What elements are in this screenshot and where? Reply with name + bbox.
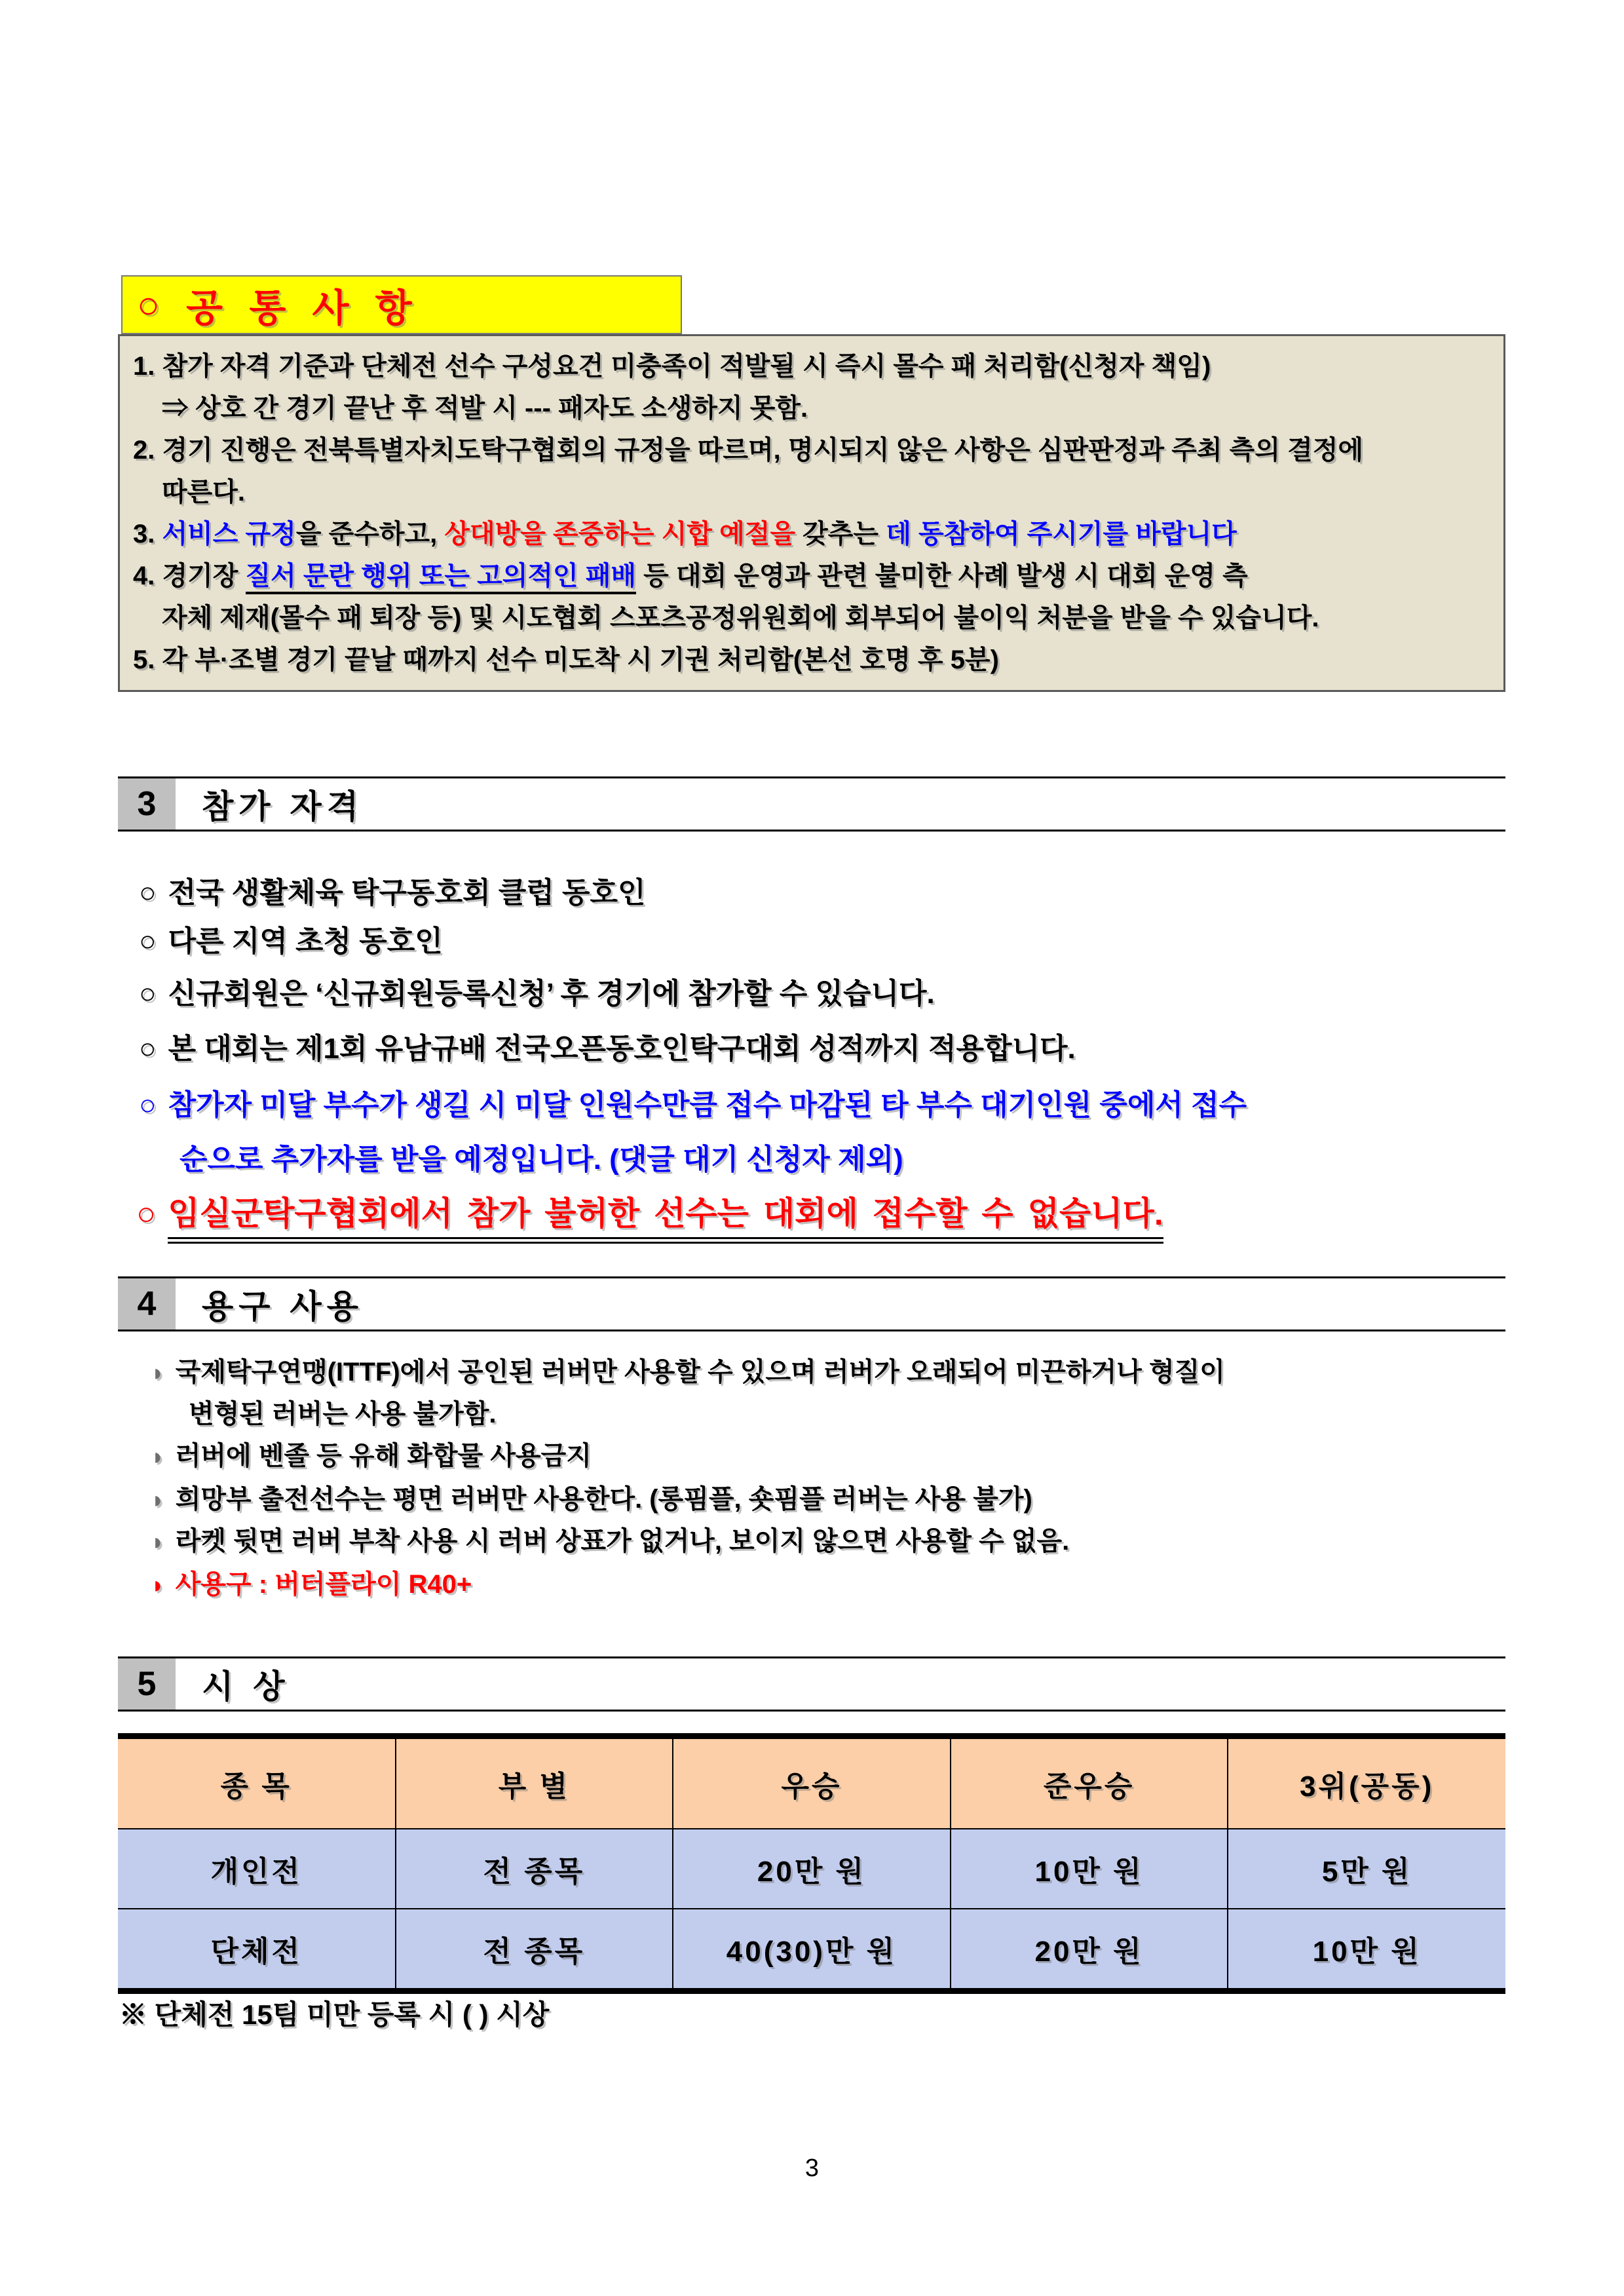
circle-bullet-icon: ○ — [139, 1089, 157, 1121]
qualification-item — [139, 869, 646, 911]
rule-item-2-line2: 따른다. — [162, 478, 246, 507]
half-circle-bullet-icon: ◗ — [151, 1571, 165, 1598]
table-cell: 전 종목 — [396, 1829, 673, 1909]
qualification-item-text: 참가자 미달 부수가 생길 시 미달 인원수만큼 접수 마감된 타 부수 대기인원 중에서 접수 — [168, 1089, 1247, 1121]
equipment-item-text: 국제탁구연맹(ITTF)에서 공인된 러버만 사용할 수 있으며 러버가 오래되어 미끈하거나 형질이 — [175, 1358, 1225, 1387]
section-title-awards: 시 상 — [202, 1668, 290, 1705]
table-header-event: 종 목 — [118, 1736, 396, 1829]
circle-bullet-icon: ○ — [139, 877, 157, 909]
common-matters-title: 공 통 사 항 — [186, 287, 420, 330]
section-number-4: 4 — [118, 1278, 176, 1330]
circle-bullet-icon: ○ — [139, 978, 157, 1010]
rule-item-3-etiquette: 상대방을 존중하는 시합 예절을 — [444, 520, 796, 548]
common-rules-box — [118, 334, 1505, 692]
table-cell: 10만 원 — [1228, 1909, 1505, 1991]
page-number: 3 — [804, 2154, 820, 2182]
rule-item-4-line1 — [133, 555, 1490, 597]
table-header-winner: 우승 — [673, 1736, 951, 1829]
qualification-item — [139, 917, 443, 959]
rule-item-1: 1. 참가 자격 기준과 단체전 선수 구성요건 미충족이 적발될 시 즉시 몰수 패 처리함(신청자 책임) — [133, 352, 1211, 381]
qualification-item-text: 임실군탁구협회에서 참가 불허한 선수는 대회에 접수할 수 없습니다. — [168, 1195, 1163, 1244]
section-title-participation: 참가 자격 — [202, 788, 364, 825]
table-cell: 전 종목 — [396, 1909, 673, 1991]
table-cell: 20만 원 — [673, 1829, 951, 1909]
rule-item-3-service-rule: 서비스 규정 — [162, 520, 296, 548]
qualification-item-text: 전국 생활체육 탁구동호회 클럽 동호인 — [168, 877, 646, 909]
table-header-third: 3위(공동) — [1228, 1736, 1505, 1829]
qualification-item-text: 신규회원은 ‘신규회원등록신청’ 후 경기에 참가할 수 있습니다. — [168, 978, 935, 1010]
rule-item-4-number: 4. 경기장 — [133, 562, 246, 590]
table-cell: 10만 원 — [951, 1829, 1228, 1909]
qualification-item — [139, 1025, 1076, 1067]
section-title-equipment: 용구 사용 — [202, 1288, 364, 1325]
rule-item-2-line1: 2. 경기 진행은 전북특별자치도탁구협회의 규정을 따르며, 명시되지 않은 사항은 심판판정과 주최 측의 결정에 — [133, 436, 1363, 465]
half-circle-bullet-icon: ◗ — [151, 1528, 165, 1555]
rule-item-1-sub: ⇒ 상호 간 경기 끝난 후 적발 시 --- 패자도 소생하지 못함. — [162, 394, 808, 423]
circle-bullet-icon: ○ — [137, 283, 168, 326]
section-header-equipment — [118, 1276, 1505, 1331]
circle-bullet-icon: ○ — [136, 1195, 157, 1232]
equipment-item-text: 사용구 : 버터플라이 R40+ — [175, 1570, 472, 1599]
table-cell: 5만 원 — [1228, 1829, 1505, 1909]
rule-item-3-number: 3. — [133, 520, 162, 548]
equipment-item-text: 희망부 출전선수는 평면 러버만 사용한다. (롱핌플, 숏핌플 러버는 사용 불가) — [175, 1485, 1032, 1514]
rule-item-3 — [133, 513, 1490, 555]
circle-bullet-icon: ○ — [139, 925, 157, 957]
qualification-item-shortage-line2: 순으로 추가자를 받을 예정입니다. (댓글 대기 신청자 제외) — [179, 1143, 903, 1176]
section-number-5: 5 — [118, 1658, 176, 1710]
half-circle-bullet-icon: ◗ — [151, 1486, 165, 1513]
qualification-item — [139, 970, 935, 1012]
equipment-item — [151, 1478, 1032, 1516]
equipment-item-text: 라켓 뒷면 러버 부착 사용 시 러버 상표가 없거나, 보이지 않으면 사용할 수 없음. — [175, 1527, 1070, 1556]
table-cell: 40(30)만 원 — [673, 1909, 951, 1991]
rule-item-3-mid2: 갖추는 — [795, 520, 886, 548]
table-header-runnerup: 준우승 — [951, 1736, 1228, 1829]
equipment-item-ball — [151, 1563, 472, 1601]
table-cell: 20만 원 — [951, 1909, 1228, 1991]
half-circle-bullet-icon: ◗ — [151, 1359, 165, 1386]
qualification-item-text: 다른 지역 초청 동호인 — [168, 925, 443, 957]
half-circle-bullet-icon: ◗ — [151, 1443, 165, 1470]
awards-table-row-team — [118, 1909, 1505, 1991]
equipment-item-line2: 변형된 러버는 사용 불가함. — [189, 1400, 497, 1428]
rule-item-4-line2: 자체 제재(몰수 패 퇴장 등) 및 시도협회 스포츠공정위원회에 회부되어 불이익 처분을 받을 수 있습니다. — [162, 603, 1319, 632]
section-number-3: 3 — [118, 778, 176, 830]
table-cell: 단체전 — [118, 1909, 396, 1991]
table-header-division: 부 별 — [396, 1736, 673, 1829]
equipment-item — [151, 1520, 1069, 1558]
rule-item-5: 5. 각 부·조별 경기 끝날 때까지 선수 미도착 시 기권 처리함(본선 호명 후 5분) — [133, 645, 999, 674]
qualification-item-shortage — [139, 1081, 1247, 1123]
equipment-item-text: 러버에 벤졸 등 유해 화합물 사용금지 — [175, 1442, 592, 1470]
awards-table-header-row — [118, 1736, 1505, 1829]
rule-item-4-misconduct: 질서 문란 행위 또는 고의적인 패배 — [246, 562, 637, 594]
section-header-awards — [118, 1656, 1505, 1712]
circle-bullet-icon: ○ — [139, 1033, 157, 1065]
awards-table-row-individual — [118, 1829, 1505, 1909]
section-header-participation — [118, 776, 1505, 832]
awards-footnote: ※ 단체전 15팀 미만 등록 시 ( ) 시상 — [119, 1999, 550, 2030]
qualification-item-text: 본 대회는 제1회 유남규배 전국오픈동호인탁구대회 성적까지 적용합니다. — [168, 1033, 1076, 1065]
common-matters-title-box — [121, 275, 682, 334]
rule-item-3-request: 데 동참하여 주시기를 바랍니다 — [886, 520, 1237, 548]
awards-table — [118, 1733, 1505, 1994]
rule-item-3-mid1: 을 준수하고, — [295, 520, 445, 548]
rule-item-4-rest: 등 대회 운영과 관련 불미한 사례 발생 시 대회 운영 측 — [636, 562, 1248, 590]
table-cell: 개인전 — [118, 1829, 396, 1909]
equipment-item — [151, 1435, 592, 1472]
equipment-item — [151, 1351, 1225, 1388]
qualification-item-banned — [136, 1187, 1163, 1234]
